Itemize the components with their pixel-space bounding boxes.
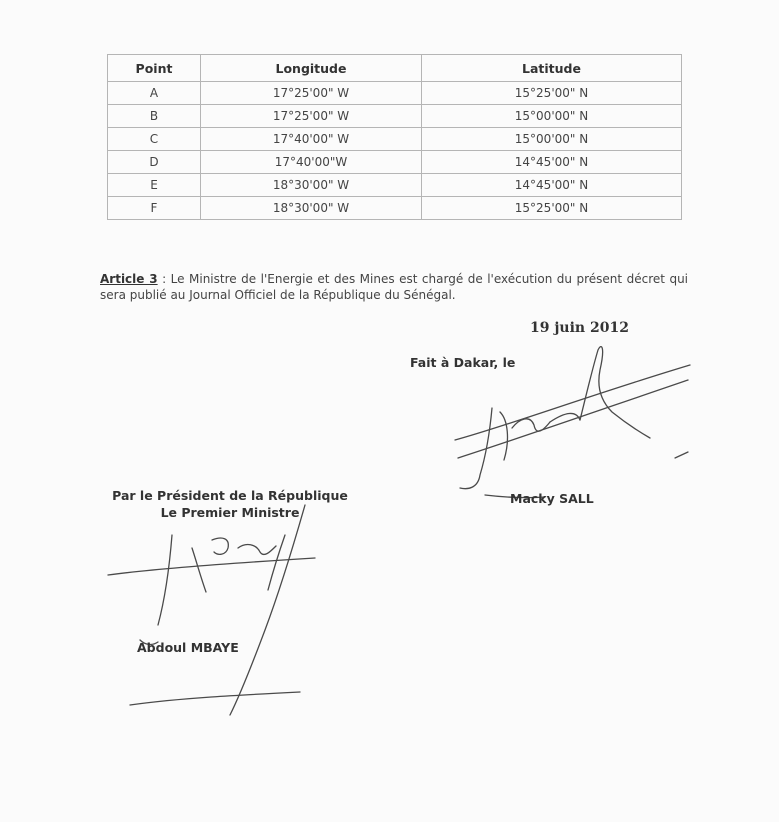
- cell-point: A: [108, 82, 201, 105]
- countersign-line-1: Par le Président de la République: [112, 488, 348, 503]
- article-paragraph: [100, 271, 688, 303]
- table-row: [108, 174, 682, 197]
- cell-latitude: 14°45'00" N: [422, 151, 682, 174]
- article-separator: :: [157, 272, 171, 286]
- cell-longitude: 18°30'00" W: [201, 197, 422, 220]
- table-row: [108, 197, 682, 220]
- cell-longitude: 17°25'00" W: [201, 82, 422, 105]
- place-line: Fait à Dakar, le: [410, 355, 516, 370]
- table-row: [108, 151, 682, 174]
- article-label: Article 3: [100, 272, 158, 286]
- cell-point: F: [108, 197, 201, 220]
- table-row: [108, 105, 682, 128]
- cell-latitude: 15°25'00" N: [422, 82, 682, 105]
- cell-longitude: 17°25'00" W: [201, 105, 422, 128]
- table-header-row: [108, 55, 682, 82]
- cell-longitude: 17°40'00" W: [201, 128, 422, 151]
- prime-minister-name: Abdoul MBAYE: [137, 640, 239, 655]
- cell-latitude: 15°00'00" N: [422, 128, 682, 151]
- table-row: [108, 82, 682, 105]
- table-row: [108, 128, 682, 151]
- cell-latitude: 15°00'00" N: [422, 105, 682, 128]
- cell-longitude: 18°30'00" W: [201, 174, 422, 197]
- cell-point: D: [108, 151, 201, 174]
- cell-latitude: 15°25'00" N: [422, 197, 682, 220]
- cell-point: E: [108, 174, 201, 197]
- cell-latitude: 14°45'00" N: [422, 174, 682, 197]
- countersign-line-2: Le Premier Ministre: [160, 505, 300, 520]
- signature-date: 19 juin 2012: [530, 320, 629, 336]
- article-text: Le Ministre de l'Energie et des Mines est chargé de l'exécution du présent décret qui sera publié au Journal Officiel de la République du Sénégal.: [100, 272, 689, 302]
- cell-point: C: [108, 128, 201, 151]
- cell-point: B: [108, 105, 201, 128]
- president-signature: [450, 340, 700, 510]
- president-name: Macky SALL: [510, 491, 594, 506]
- prime-minister-signature: [100, 500, 340, 720]
- header-point: Point: [108, 55, 201, 82]
- header-latitude: Latitude: [422, 55, 682, 82]
- coordinates-table: [107, 54, 682, 220]
- header-longitude: Longitude: [201, 55, 422, 82]
- cell-longitude: 17°40'00"W: [201, 151, 422, 174]
